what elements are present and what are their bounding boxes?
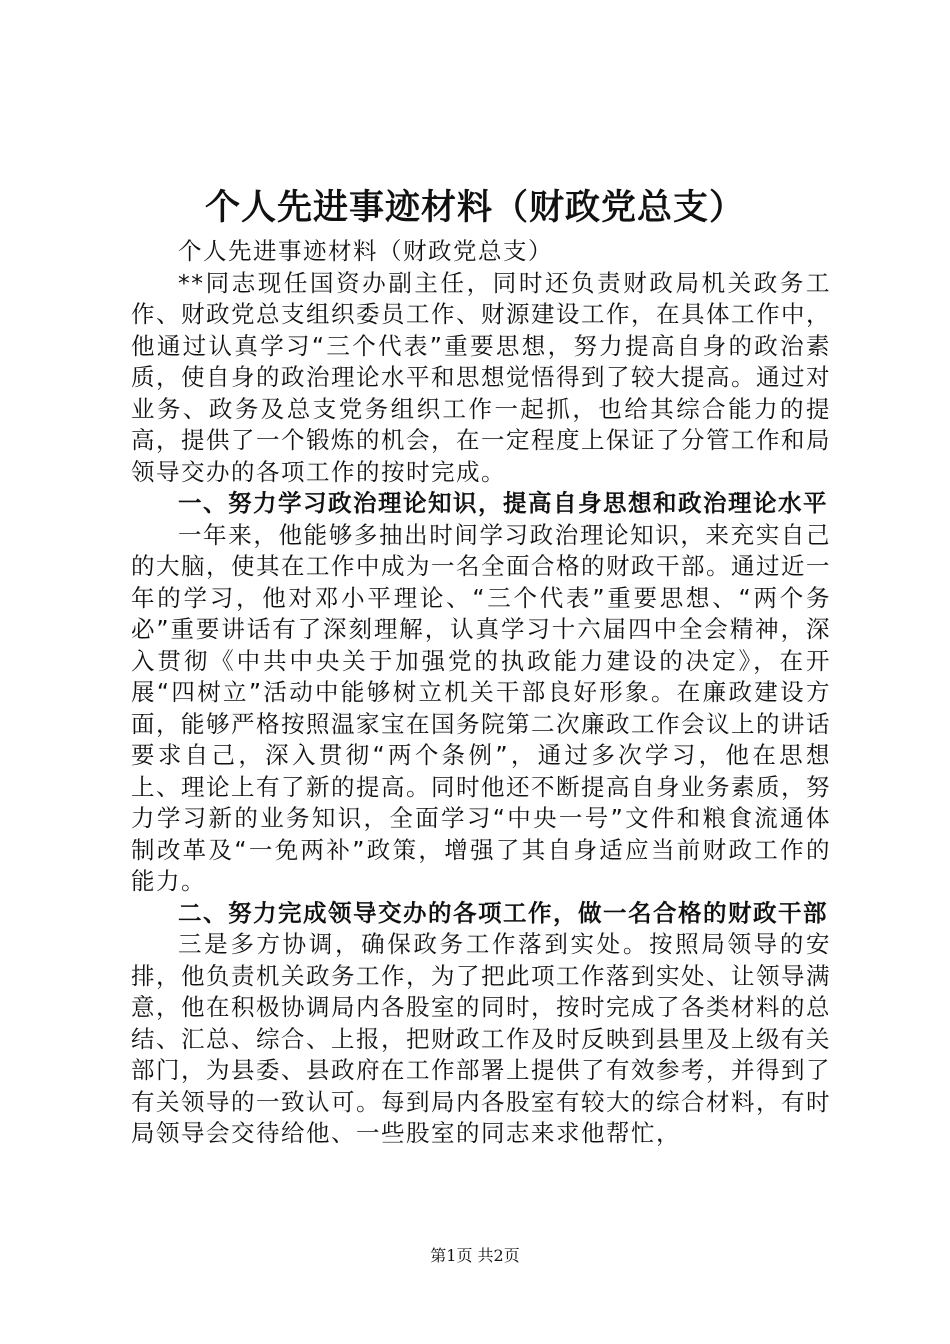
section-heading-2: 二、努力完成领导交办的各项工作，做一名合格的财政干部 <box>178 898 828 927</box>
intro-paragraph: **同志现任国资办副主任，同时还负责财政局机关政务工作、财政党总支组织委员工作、财源建设工作，在具体工作中，他通过认真学习“三个代表”重要思想，努力提高自身的政治素质，使自身的政治理论水平和思想觉悟得到了较大提高。通过对业务、政务及总支党务组织工作一起抓，也给其综合能力的提高，提供了一个锻炼的机会，在一定程度上保证了分管工作和局领导交办的各项工作的按时完成。 <box>131 268 831 486</box>
section-1-paragraph: 一年来，他能够多抽出时间学习政治理论知识，来充实自己的大脑，使其在工作中成为一名全面合格的财政干部。通过近一年的学习，他对邓小平理论、“三个代表”重要思想、“两个务必”重要讲话有了深刻理解，认真学习十六届四中全会精神，深入贯彻《中共中央关于加强党的执政能力建设的决定》，在开展“四树立”活动中能够树立机关干部良好形象。在廉政建设方面，能够严格按照温家宝在国务院第二次廉政工作会议上的讲话要求自己，深入贯彻“两个条例”，通过多次学习，他在思想上、理论上有了新的提高。同时他还不断提高自身业务素质，努力学习新的业务知识，全面学习“中央一号”文件和粮食流通体制改革及“一免两补”政策，增强了其自身适应当前财政工作的能力。 <box>131 520 831 895</box>
subtitle-paragraph: 个人先进事迹材料（财政党总支） <box>178 237 553 265</box>
section-heading-1: 一、努力学习政治理论知识，提高自身思想和政治理论水平 <box>178 489 828 517</box>
section-2-paragraph: 三是多方协调，确保政务工作落到实处。按照局领导的安排，他负责机关政务工作，为了把此项工作落到实处、让领导满意，他在积极协调局内各股室的同时，按时完成了各类材料的总结、汇总、综合、上报，把财政工作及时反映到县里及上级有关部门，为县委、县政府在工作部署上提供了有效参考，并得到了有关领导的一致认可。每到局内各股室有较大的综合材料，有时局领导会交待给他、一些股室的同志来求他帮忙， <box>131 930 831 1147</box>
document-title: 个人先进事迹材料（财政党总支） <box>204 187 745 228</box>
page-number-footer: 第1页 共2页 <box>430 1246 520 1265</box>
document-body <box>131 236 831 1150</box>
